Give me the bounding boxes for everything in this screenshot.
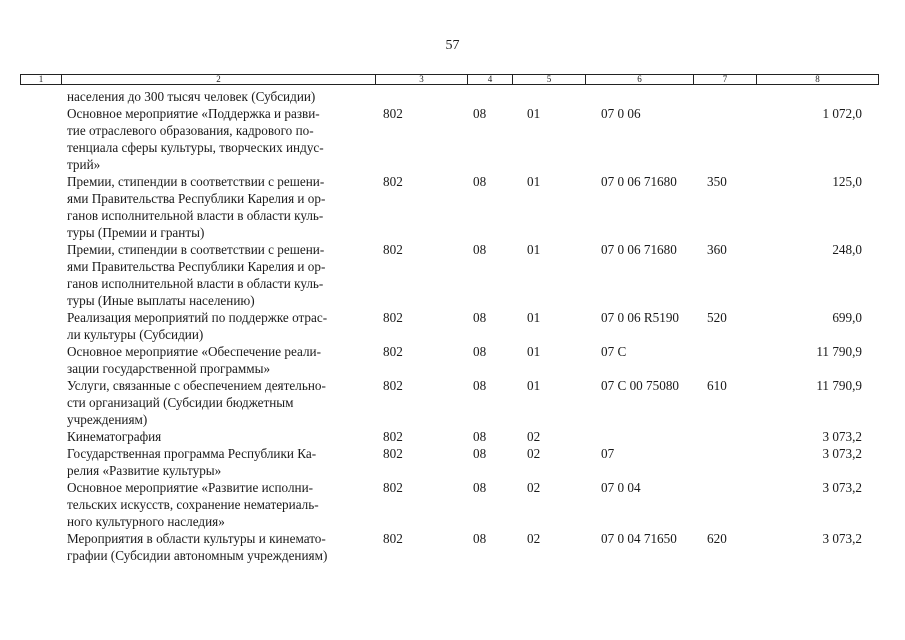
row-ministry-code: 802	[383, 242, 403, 257]
row-amount: 11 790,9	[816, 344, 862, 359]
budget-table-body	[0, 88, 905, 564]
row-ministry-code: 802	[383, 446, 403, 461]
row-target-code: 07 С	[601, 344, 627, 359]
row-target-code: 07	[601, 446, 615, 461]
row-description: Премии, стипендии в соответствии с решени- ями Правительства Республики Карелия и ор- ганов исполнительной власти в области куль- туры (Иные выплаты населению)	[67, 242, 326, 308]
row-amount: 3 073,2	[822, 429, 862, 444]
row-target-code: 07 0 06 R5190	[601, 310, 680, 325]
row-description: Услуги, связанные с обеспечением деятельно- сти организаций (Субсидии бюджетным учреждениям)	[67, 378, 326, 427]
row-description: Мероприятия в области культуры и кинемато- графии (Субсидии автономным учреждениям)	[67, 531, 328, 563]
row-description: Государственная программа Республики Ка- релия «Развитие культуры»	[67, 446, 317, 478]
row-subsection-code: 01	[527, 344, 541, 359]
row-section-code: 08	[473, 480, 487, 495]
row-target-code: 07 0 06 71680	[601, 174, 677, 189]
row-target-code: 07 0 06	[601, 106, 641, 121]
column-number-header	[20, 74, 879, 85]
row-section-code: 08	[473, 531, 487, 546]
row-subsection-code: 02	[527, 446, 541, 461]
header-col-7: 7	[694, 75, 757, 84]
row-section-code: 08	[473, 174, 487, 189]
table-row	[0, 530, 905, 564]
row-description: населения до 300 тысяч человек (Субсидии)	[67, 89, 316, 104]
header-col-2: 2	[62, 75, 376, 84]
row-description: Реализация мероприятий по поддержке отрас- ли культуры (Субсидии)	[67, 310, 328, 342]
table-row	[0, 309, 905, 343]
table-row	[0, 445, 905, 479]
row-subsection-code: 01	[527, 310, 541, 325]
row-ministry-code: 802	[383, 429, 403, 444]
row-amount: 11 790,9	[816, 378, 862, 393]
table-row	[0, 377, 905, 428]
header-col-4: 4	[468, 75, 513, 84]
row-subsection-code: 01	[527, 174, 541, 189]
row-expense-type: 610	[707, 378, 727, 393]
row-expense-type: 620	[707, 531, 727, 546]
row-amount: 1 072,0	[822, 106, 862, 121]
row-expense-type: 350	[707, 174, 727, 189]
header-col-3: 3	[376, 75, 468, 84]
row-section-code: 08	[473, 344, 487, 359]
row-ministry-code: 802	[383, 310, 403, 325]
table-row	[0, 241, 905, 309]
page-number: 57	[445, 38, 460, 53]
header-col-1: 1	[21, 75, 62, 84]
row-target-code: 07 0 04	[601, 480, 641, 495]
row-section-code: 08	[473, 310, 487, 325]
row-target-code: 07 С 00 75080	[601, 378, 680, 393]
row-subsection-code: 02	[527, 531, 541, 546]
row-subsection-code: 02	[527, 429, 541, 444]
row-ministry-code: 802	[383, 344, 403, 359]
table-row	[0, 105, 905, 173]
header-col-5: 5	[513, 75, 586, 84]
row-section-code: 08	[473, 446, 487, 461]
row-subsection-code: 01	[527, 378, 541, 393]
row-amount: 248,0	[832, 242, 862, 257]
row-expense-type: 360	[707, 242, 727, 257]
row-description: Основное мероприятие «Обеспечение реали- зации государственной программы»	[67, 344, 321, 376]
row-ministry-code: 802	[383, 174, 403, 189]
row-expense-type: 520	[707, 310, 727, 325]
row-amount: 3 073,2	[822, 480, 862, 495]
table-row	[0, 479, 905, 530]
row-ministry-code: 802	[383, 106, 403, 121]
row-description: Основное мероприятие «Поддержка и разви- тие отраслевого образования, кадрового по- тенциала сферы культуры, творческих индус- трий»	[67, 106, 324, 172]
row-amount: 699,0	[832, 310, 862, 325]
row-description: Премии, стипендии в соответствии с решени- ями Правительства Республики Карелия и ор- ганов исполнительной власти в области куль- туры (Премии и гранты)	[67, 174, 326, 240]
row-ministry-code: 802	[383, 378, 403, 393]
table-row	[0, 343, 905, 377]
row-ministry-code: 802	[383, 531, 403, 546]
row-subsection-code: 02	[527, 480, 541, 495]
row-description: Основное мероприятие «Развитие исполни- тельских искусств, сохранение нематериаль- ного культурного наследия»	[67, 480, 319, 529]
row-amount: 3 073,2	[822, 446, 862, 461]
row-section-code: 08	[473, 429, 487, 444]
row-subsection-code: 01	[527, 106, 541, 121]
table-row	[0, 428, 905, 445]
row-subsection-code: 01	[527, 242, 541, 257]
table-row	[0, 173, 905, 241]
row-description: Кинематография	[67, 429, 162, 444]
row-amount: 125,0	[832, 174, 862, 189]
row-section-code: 08	[473, 242, 487, 257]
header-col-8: 8	[815, 74, 820, 84]
row-section-code: 08	[473, 106, 487, 121]
row-amount: 3 073,2	[822, 531, 862, 546]
row-section-code: 08	[473, 378, 487, 393]
table-row	[0, 88, 905, 105]
row-ministry-code: 802	[383, 480, 403, 495]
row-target-code: 07 0 04 71650	[601, 531, 677, 546]
header-col-6: 6	[586, 75, 694, 84]
row-target-code: 07 0 06 71680	[601, 242, 677, 257]
